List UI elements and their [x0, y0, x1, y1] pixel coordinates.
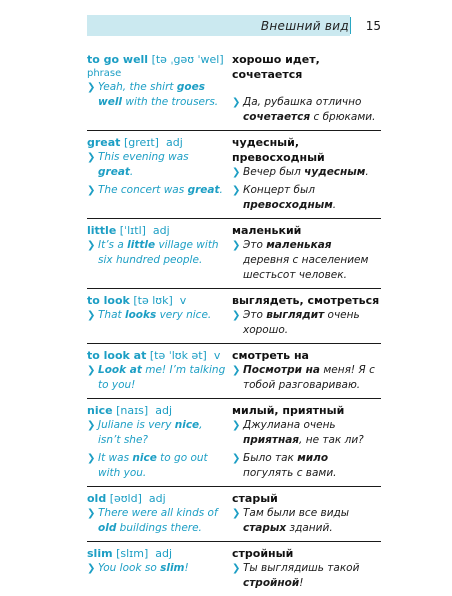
headword-line	[87, 403, 226, 418]
russian-column	[232, 293, 381, 338]
highlighted-word: чудесным	[304, 166, 366, 178]
translation: выглядеть, смотреться	[232, 294, 380, 307]
transcription: [əʊld]	[109, 492, 142, 505]
headword: great	[87, 136, 121, 149]
example-text: me! I’m talking to you!	[98, 364, 226, 391]
example-text: Yeah, the shirt	[98, 81, 177, 93]
dictionary-entry	[87, 486, 381, 541]
headword-line	[87, 348, 226, 363]
example-ru	[232, 238, 381, 283]
bullet-chevron-icon: ❯	[87, 453, 96, 464]
example-text: .	[219, 184, 223, 196]
dictionary-entry	[87, 218, 381, 288]
highlighted-word: slim	[160, 562, 185, 574]
dictionary-entry	[87, 343, 381, 398]
translation: милый, приятный	[232, 404, 345, 417]
highlighted-word: nice	[174, 419, 200, 431]
example-ru	[232, 183, 381, 213]
example-text: !	[184, 562, 189, 574]
section-title: Внешний вид	[260, 18, 349, 33]
dictionary-entry	[87, 541, 381, 596]
russian-column	[232, 52, 381, 125]
highlighted-word: старых	[243, 522, 287, 534]
part-of-speech: v	[213, 349, 221, 362]
headword: slim	[87, 547, 113, 560]
dictionary-entries	[87, 48, 381, 596]
transcription: [slɪm]	[116, 547, 149, 560]
bullet-chevron-icon: ❯	[232, 563, 241, 574]
example-en	[87, 183, 226, 198]
example-en	[87, 238, 226, 268]
dictionary-entry	[87, 48, 381, 130]
example-en	[87, 308, 226, 323]
example-ru	[232, 308, 381, 338]
example-en	[87, 561, 226, 576]
translation: стройный	[232, 547, 294, 560]
example-en	[87, 80, 226, 110]
headword-line	[87, 293, 226, 308]
bullet-chevron-icon: ❯	[87, 152, 96, 163]
example-text: with the trousers.	[122, 96, 219, 108]
example-text: Juliane is very	[98, 419, 175, 431]
dictionary-entry	[87, 398, 381, 486]
translation: хорошо идет, сочетается	[232, 53, 320, 81]
highlighted-word: выглядит	[266, 309, 325, 321]
highlighted-word: превосходным	[243, 199, 333, 211]
highlighted-word: great	[98, 166, 130, 178]
bullet-chevron-icon: ❯	[232, 365, 241, 376]
highlighted-word: Look at	[98, 364, 142, 376]
example-text: , не так ли?	[299, 434, 364, 446]
headword-line	[87, 491, 226, 506]
example-text: Вечер был	[243, 166, 305, 178]
english-column	[87, 546, 232, 591]
highlighted-word: great	[187, 184, 220, 196]
translation: смотреть на	[232, 349, 309, 362]
transcription: [tə ˈlʊk ət]	[149, 349, 207, 362]
highlighted-word: мило	[297, 452, 329, 464]
highlighted-word: old	[98, 522, 117, 534]
example-en	[87, 150, 226, 180]
example-text: очень хорошо.	[243, 309, 360, 336]
headword-line	[87, 223, 226, 238]
example-ru	[232, 451, 381, 481]
headword-line	[87, 135, 226, 150]
example-en	[87, 506, 226, 536]
english-column	[87, 403, 232, 481]
highlighted-word: стройной	[243, 577, 300, 589]
bullet-chevron-icon: ❯	[87, 420, 96, 431]
example-text: !	[299, 577, 304, 589]
transcription: [ˈlɪtl]	[119, 224, 146, 237]
transcription: [tə lʊk]	[133, 294, 173, 307]
example-ru	[232, 418, 381, 448]
example-text: погулять с вами.	[243, 467, 337, 479]
bullet-chevron-icon: ❯	[232, 508, 241, 519]
bullet-chevron-icon: ❯	[87, 185, 96, 196]
bullet-chevron-icon: ❯	[232, 167, 241, 178]
headword: to look	[87, 294, 130, 307]
example-text: Было так	[243, 452, 298, 464]
russian-column	[232, 403, 381, 481]
example-text: It was	[98, 452, 133, 464]
example-text: Это	[243, 239, 267, 251]
example-text: You look so	[98, 562, 161, 574]
example-text: Там были все виды	[243, 507, 350, 519]
transcription: [tə ˌgəʊ ˈwel]	[151, 53, 224, 66]
russian-column	[232, 491, 381, 536]
example-text: меня! Я с тобой разговариваю.	[243, 364, 375, 391]
highlighted-word: little	[127, 239, 156, 251]
highlighted-word: сочетается	[243, 111, 311, 123]
english-column	[87, 348, 232, 393]
translation: старый	[232, 492, 278, 505]
part-of-speech: adj	[148, 492, 166, 505]
example-ru	[232, 363, 381, 393]
bullet-chevron-icon: ❯	[87, 563, 96, 574]
bullet-chevron-icon: ❯	[232, 240, 241, 251]
russian-column	[232, 135, 381, 213]
highlighted-word: goes well	[98, 81, 205, 108]
bullet-chevron-icon: ❯	[232, 453, 241, 464]
example-text: .	[365, 166, 369, 178]
example-text: Концерт был	[243, 184, 315, 196]
part-of-speech: adj	[152, 224, 170, 237]
example-ru	[232, 95, 381, 125]
headword: little	[87, 224, 117, 237]
example-text: very nice.	[156, 309, 212, 321]
example-text: village with six hundred people.	[98, 239, 219, 266]
part-of-speech: adj	[165, 136, 183, 149]
english-column	[87, 52, 232, 125]
transcription: [greɪt]	[123, 136, 159, 149]
example-en	[87, 451, 226, 481]
page-number: 15	[365, 18, 381, 33]
highlighted-word: приятная	[243, 434, 300, 446]
example-text: It’s a	[98, 239, 128, 251]
headword: to look at	[87, 349, 147, 362]
dictionary-entry	[87, 130, 381, 218]
example-text: Да, рубашка отлично	[243, 96, 362, 108]
headword-line	[87, 546, 226, 561]
bullet-chevron-icon: ❯	[87, 508, 96, 519]
part-of-speech: adj	[155, 404, 172, 417]
headword-line	[87, 52, 226, 67]
page-header	[87, 15, 381, 36]
example-ru	[232, 506, 381, 536]
english-column	[87, 491, 232, 536]
bullet-chevron-icon: ❯	[232, 310, 241, 321]
part-of-speech: v	[179, 294, 187, 307]
example-text: .	[332, 199, 337, 211]
example-text: .	[129, 166, 134, 178]
part-of-speech: phrase	[87, 68, 122, 79]
example-en	[87, 418, 226, 448]
bullet-chevron-icon: ❯	[87, 240, 96, 251]
highlighted-word: Посмотри на	[243, 364, 320, 376]
example-text: The concert was	[98, 184, 188, 196]
headword: old	[87, 492, 107, 505]
highlighted-word: nice	[132, 452, 157, 464]
example-text: There were all kinds of	[98, 507, 218, 519]
example-text: Джулиана очень	[243, 419, 336, 431]
bullet-chevron-icon: ❯	[87, 365, 96, 376]
example-text: This evening was	[98, 151, 189, 163]
highlighted-word: looks	[124, 309, 157, 321]
example-text: That	[98, 309, 125, 321]
english-column	[87, 293, 232, 338]
example-text: to go out with you.	[98, 452, 208, 479]
part-of-speech: adj	[155, 547, 173, 560]
english-column	[87, 223, 232, 283]
headword: to go well	[87, 53, 149, 66]
example-text: деревня с населением шестьсот человек.	[243, 254, 369, 281]
english-column	[87, 135, 232, 213]
bullet-chevron-icon: ❯	[232, 185, 241, 196]
transcription: [naɪs]	[116, 404, 149, 417]
bullet-chevron-icon: ❯	[87, 310, 96, 321]
example-text: зданий.	[286, 522, 333, 534]
russian-column	[232, 223, 381, 283]
example-text: , isn’t she?	[98, 419, 203, 446]
bullet-chevron-icon: ❯	[87, 82, 96, 93]
example-ru	[232, 165, 381, 180]
header-divider	[350, 17, 351, 34]
translation: маленький	[232, 224, 302, 237]
example-text: Это	[243, 309, 267, 321]
headword: nice	[87, 404, 113, 417]
example-text: с брюками.	[310, 111, 376, 123]
highlighted-word: маленькая	[266, 239, 332, 251]
example-en	[87, 363, 226, 393]
example-text: Ты выглядишь такой	[243, 562, 360, 574]
example-text: buildings there.	[116, 522, 202, 534]
dictionary-entry	[87, 288, 381, 343]
bullet-chevron-icon: ❯	[232, 97, 241, 108]
russian-column	[232, 348, 381, 393]
russian-column	[232, 546, 381, 591]
bullet-chevron-icon: ❯	[232, 420, 241, 431]
example-ru	[232, 561, 381, 591]
translation: чудесный, превосходный	[232, 136, 325, 164]
